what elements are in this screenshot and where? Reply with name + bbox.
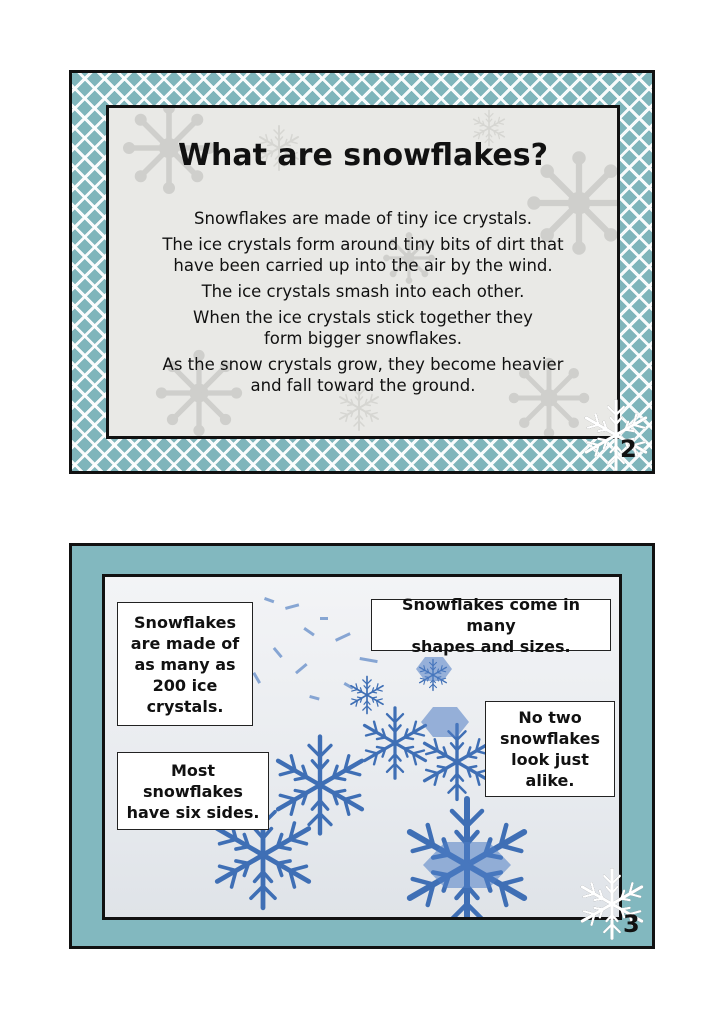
snowflake-photo-panel: [102, 574, 622, 920]
page-number: 3: [623, 910, 640, 938]
card-title: What are snowflakes?: [177, 138, 549, 173]
text-line: snowflakes: [500, 729, 600, 748]
paragraph: [129, 281, 597, 302]
text-line: alike.: [525, 771, 575, 790]
paragraph: [129, 208, 597, 229]
text-line: The ice crystals form around tiny bits of dirt that: [162, 235, 564, 254]
text-line: Snowflakes: [134, 612, 236, 632]
text-line: as many as: [134, 654, 236, 674]
paragraph: [129, 307, 597, 349]
corner-snowflake-icon: [576, 395, 656, 475]
text-line: shapes and sizes.: [411, 636, 571, 656]
card-body-text: [129, 208, 597, 401]
text-line: Most: [170, 760, 216, 780]
callout-no-two-alike: [485, 701, 615, 797]
photo-card-snowflake-facts: [69, 543, 655, 949]
text-line: are made of: [130, 633, 240, 653]
text-line: and fall toward the ground.: [250, 376, 476, 395]
text-line: 200 ice: [152, 675, 218, 695]
text-line: No two: [518, 708, 582, 727]
text-line: Snowflakes come in many: [402, 594, 580, 635]
paragraph: [129, 234, 597, 276]
paragraph: [129, 354, 597, 396]
callout-six-sides: [117, 752, 269, 830]
text-line: When the ice crystals stick together they: [193, 308, 533, 327]
text-line: have been carried up into the air by the wind.: [173, 256, 553, 275]
card-text-panel: [106, 105, 620, 439]
text-line: snowflakes: [143, 781, 243, 801]
page-number: 2: [620, 435, 637, 463]
text-line: have six sides.: [126, 802, 260, 822]
callout-shapes-and-sizes: [371, 594, 611, 656]
text-line: The ice crystals smash into each other.: [201, 282, 525, 301]
text-line: Snowflakes are made of tiny ice crystals.: [194, 209, 532, 228]
text-line: As the snow crystals grow, they become heavier: [162, 355, 564, 374]
corner-snowflake-icon: [572, 864, 652, 944]
text-line: crystals.: [146, 696, 224, 716]
text-line: form bigger snowflakes.: [263, 329, 462, 348]
info-card-what-are-snowflakes: [69, 70, 655, 474]
text-line: look just: [511, 750, 589, 769]
callout-ice-crystals: [117, 602, 253, 726]
